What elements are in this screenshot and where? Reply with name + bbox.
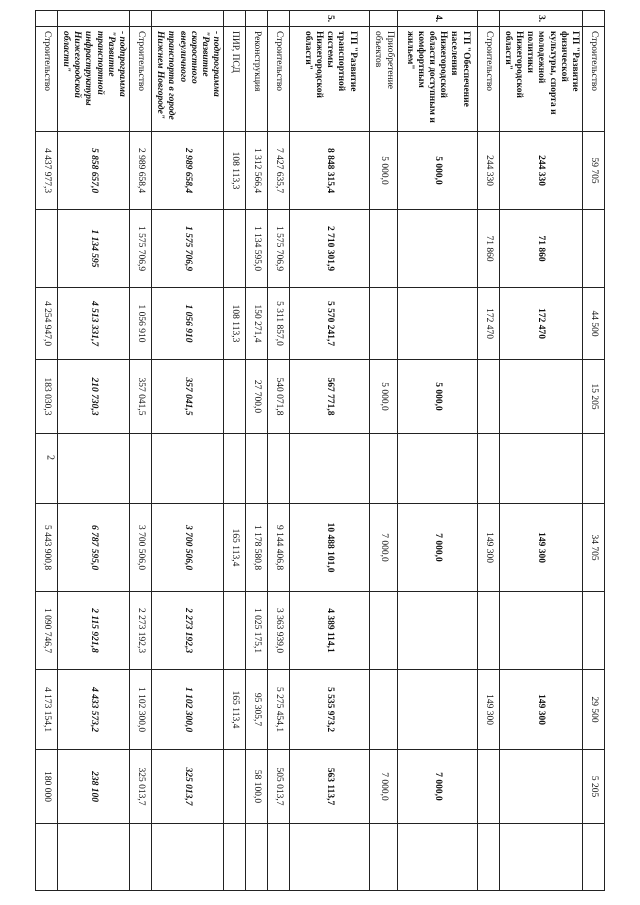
row-label-cell: Приобретение объектов xyxy=(370,27,397,132)
value-cell: 1 102 300,0 xyxy=(129,670,151,750)
value-cell: 563 113,7 xyxy=(290,750,370,824)
value-cell: 325 013,7 xyxy=(151,750,223,824)
row-index-cell xyxy=(35,11,57,27)
value-cell: 44 500 xyxy=(583,288,605,360)
value-cell xyxy=(268,434,290,504)
value-cell xyxy=(224,592,246,670)
value-cell xyxy=(583,592,605,670)
value-cell: 2 273 192,3 xyxy=(151,592,223,670)
empty-cell xyxy=(246,824,268,891)
value-cell: 7 000,0 xyxy=(370,750,397,824)
value-cell xyxy=(397,670,477,750)
value-cell: 8 848 315,4 xyxy=(290,132,370,210)
row-index-cell xyxy=(246,11,268,27)
row-index-cell xyxy=(583,11,605,27)
value-cell: 357 041,5 xyxy=(151,360,223,434)
value-cell: 4 433 573,2 xyxy=(57,670,129,750)
value-cell: 5 000,0 xyxy=(370,360,397,434)
value-cell: 5 000,0 xyxy=(397,360,477,434)
table-row xyxy=(246,11,268,891)
value-cell: 180 000 xyxy=(35,750,57,824)
value-cell: 244 330 xyxy=(477,132,499,210)
row-index-cell: 5. xyxy=(290,11,370,27)
table-row xyxy=(477,11,499,891)
empty-cell xyxy=(370,824,397,891)
value-cell: 149 300 xyxy=(477,670,499,750)
empty-cell xyxy=(57,824,129,891)
value-cell: 149 300 xyxy=(477,504,499,592)
value-cell xyxy=(397,434,477,504)
value-cell: 165 113,4 xyxy=(224,504,246,592)
value-cell xyxy=(477,360,499,434)
value-cell xyxy=(35,210,57,288)
value-cell: 7 000,0 xyxy=(370,504,397,592)
row-label-cell: Строительство xyxy=(477,27,499,132)
empty-cell xyxy=(224,824,246,891)
value-cell: 4 513 331,7 xyxy=(57,288,129,360)
value-cell: 210 730,3 xyxy=(57,360,129,434)
value-cell xyxy=(246,434,268,504)
value-cell: 1 575 706,9 xyxy=(151,210,223,288)
value-cell xyxy=(370,670,397,750)
value-cell: 71 860 xyxy=(499,210,582,288)
row-label-cell: - подпрограмма "Развитие скоростного внеуличного транспорта в городе Нижнем Новгороде" xyxy=(151,27,223,132)
row-label-cell: ГП "Развитие физической культуры, спорта и молодежной политики Нижегородской области" xyxy=(499,27,582,132)
value-cell: 4 437 977,3 xyxy=(35,132,57,210)
row-label-cell: ПИР, ПСД xyxy=(224,27,246,132)
value-cell: 58 100,0 xyxy=(246,750,268,824)
value-cell: 567 771,8 xyxy=(290,360,370,434)
row-index-cell xyxy=(477,11,499,27)
empty-cell xyxy=(35,824,57,891)
value-cell: 2 989 658,4 xyxy=(129,132,151,210)
value-cell: 27 700,0 xyxy=(246,360,268,434)
table-row xyxy=(224,11,246,891)
empty-cell xyxy=(268,824,290,891)
value-cell xyxy=(57,434,129,504)
value-cell: 540 071,8 xyxy=(268,360,290,434)
empty-cell xyxy=(151,824,223,891)
value-cell: 505 013,7 xyxy=(268,750,290,824)
row-label-cell: Строительство xyxy=(268,27,290,132)
value-cell: 1 056 910 xyxy=(151,288,223,360)
value-cell xyxy=(35,434,57,504)
row-index-cell xyxy=(129,11,151,27)
row-index-cell xyxy=(224,11,246,27)
value-cell: 2 989 658,4 xyxy=(151,132,223,210)
row-index-cell xyxy=(151,11,223,27)
value-cell: 5 570 241,7 xyxy=(290,288,370,360)
value-cell: 165 113,4 xyxy=(224,670,246,750)
value-cell: 7 427 635,7 xyxy=(268,132,290,210)
value-cell xyxy=(224,360,246,434)
value-cell: 5 205 xyxy=(583,750,605,824)
page-number: 2 xyxy=(44,455,56,460)
value-cell: 108 113,3 xyxy=(224,132,246,210)
value-cell: 5 000,0 xyxy=(397,132,477,210)
value-cell: 3 700 506,0 xyxy=(151,504,223,592)
value-cell xyxy=(397,210,477,288)
value-cell: 1 575 706,9 xyxy=(129,210,151,288)
row-label-cell: ГП "Обеспечение населения Нижегородской области доступным и комфортным жильем" xyxy=(397,27,477,132)
value-cell: 172 470 xyxy=(477,288,499,360)
value-cell: 5 311 857,0 xyxy=(268,288,290,360)
row-index-cell xyxy=(57,11,129,27)
value-cell: 149 300 xyxy=(499,504,582,592)
value-cell xyxy=(477,592,499,670)
value-cell: 172 470 xyxy=(499,288,582,360)
row-index-cell: 3. xyxy=(499,11,582,27)
value-cell: 6 787 595,0 xyxy=(57,504,129,592)
value-cell: 15 205 xyxy=(583,360,605,434)
row-index-cell xyxy=(370,11,397,27)
value-cell xyxy=(397,288,477,360)
value-cell: 5 858 657,0 xyxy=(57,132,129,210)
row-label-cell: Строительство xyxy=(583,27,605,132)
row-label-cell: ГП "Развитие транспортной системы Нижегородской области" xyxy=(290,27,370,132)
row-label-cell: Строительство xyxy=(129,27,151,132)
value-cell: 325 013,7 xyxy=(129,750,151,824)
value-cell: 108 113,3 xyxy=(224,288,246,360)
value-cell: 7 000,0 xyxy=(397,750,477,824)
table-row xyxy=(151,11,223,891)
value-cell xyxy=(370,288,397,360)
table-row xyxy=(499,11,582,891)
empty-cell xyxy=(477,824,499,891)
value-cell: 150 271,4 xyxy=(246,288,268,360)
value-cell: 2 115 921,8 xyxy=(57,592,129,670)
value-cell: 7 000,0 xyxy=(397,504,477,592)
empty-cell xyxy=(129,824,151,891)
value-cell: 244 330 xyxy=(499,132,582,210)
value-cell xyxy=(499,360,582,434)
value-cell xyxy=(370,210,397,288)
value-cell: 357 041,5 xyxy=(129,360,151,434)
row-label-cell: Строительство xyxy=(35,27,57,132)
budget-table xyxy=(35,10,605,891)
value-cell: 5 000,0 xyxy=(370,132,397,210)
value-cell: 59 705 xyxy=(583,132,605,210)
value-cell: 1 090 746,7 xyxy=(35,592,57,670)
value-cell xyxy=(583,210,605,288)
value-cell: 1 134 595 xyxy=(57,210,129,288)
value-cell xyxy=(583,434,605,504)
value-cell: 4 254 947,0 xyxy=(35,288,57,360)
empty-cell xyxy=(583,824,605,891)
value-cell: 1 025 175,1 xyxy=(246,592,268,670)
value-cell: 71 860 xyxy=(477,210,499,288)
row-label-cell: Реконструкция xyxy=(246,27,268,132)
value-cell: 238 100 xyxy=(57,750,129,824)
value-cell xyxy=(499,592,582,670)
table-row xyxy=(57,11,129,891)
table-row xyxy=(370,11,397,891)
value-cell: 5 535 973,2 xyxy=(290,670,370,750)
value-cell: 1 056 910 xyxy=(129,288,151,360)
value-cell xyxy=(290,434,370,504)
value-cell xyxy=(370,434,397,504)
table-row xyxy=(35,11,57,891)
table-row xyxy=(268,11,290,891)
value-cell: 3 363 939,0 xyxy=(268,592,290,670)
row-index-cell: 4. xyxy=(397,11,477,27)
value-cell xyxy=(224,750,246,824)
table-row xyxy=(583,11,605,891)
value-cell: 1 575 706,9 xyxy=(268,210,290,288)
value-cell: 4 173 154,1 xyxy=(35,670,57,750)
value-cell: 34 705 xyxy=(583,504,605,592)
value-cell: 5 275 454,1 xyxy=(268,670,290,750)
value-cell: 1 102 300,0 xyxy=(151,670,223,750)
value-cell: 9 144 406,8 xyxy=(268,504,290,592)
value-cell: 5 443 900,8 xyxy=(35,504,57,592)
value-cell: 29 500 xyxy=(583,670,605,750)
table-row xyxy=(129,11,151,891)
value-cell xyxy=(151,434,223,504)
table-body xyxy=(35,11,604,891)
table-row xyxy=(397,11,477,891)
table-row xyxy=(290,11,370,891)
value-cell: 3 700 506,0 xyxy=(129,504,151,592)
value-cell: 1 178 580,8 xyxy=(246,504,268,592)
value-cell: 4 389 114,1 xyxy=(290,592,370,670)
row-label-cell: - подпрограмма "Развитие транспортной инфраструктуры Нижегородской области" xyxy=(57,27,129,132)
rotated-table-container xyxy=(41,10,605,890)
value-cell xyxy=(129,434,151,504)
empty-cell xyxy=(499,824,582,891)
value-cell: 2 710 301,9 xyxy=(290,210,370,288)
row-index-cell xyxy=(268,11,290,27)
value-cell xyxy=(499,434,582,504)
value-cell xyxy=(499,750,582,824)
empty-cell xyxy=(290,824,370,891)
value-cell: 149 300 xyxy=(499,670,582,750)
value-cell xyxy=(224,210,246,288)
value-cell xyxy=(477,434,499,504)
value-cell: 1 312 566,4 xyxy=(246,132,268,210)
value-cell: 10 488 101,0 xyxy=(290,504,370,592)
value-cell xyxy=(370,592,397,670)
empty-cell xyxy=(397,824,477,891)
value-cell xyxy=(224,434,246,504)
value-cell: 1 134 595,0 xyxy=(246,210,268,288)
value-cell: 183 030,3 xyxy=(35,360,57,434)
value-cell xyxy=(397,592,477,670)
value-cell: 95 305,7 xyxy=(246,670,268,750)
value-cell: 2 273 192,3 xyxy=(129,592,151,670)
value-cell xyxy=(477,750,499,824)
